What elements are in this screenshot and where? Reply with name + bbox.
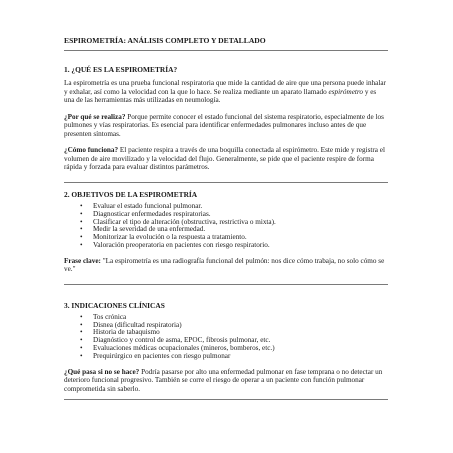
if-not-done-label: ¿Qué pasa si no se hace? (64, 367, 140, 376)
key-phrase-label: Frase clave: (64, 256, 101, 265)
list-item: • Clasificar el tipo de alteración (obstructiva, restrictiva o mixta). (80, 219, 388, 227)
divider (64, 284, 388, 285)
list-item: • Historia de tabaquismo (80, 329, 388, 337)
list-item: • Medir la severidad de una enfermedad. (80, 226, 388, 234)
list-item: • Monitorizar la evolución o la respuesta a tratamiento. (80, 234, 388, 242)
list-item: • Tos crónica (80, 314, 388, 322)
section-heading-objectives: 2. OBJETIVOS DE LA ESPIROMETRÍA (64, 189, 198, 199)
list-item: • Diagnosticar enfermedades respiratorias. (80, 211, 388, 219)
divider (64, 399, 388, 400)
paragraph-definition (64, 79, 388, 105)
document-title: ESPIROMETRÍA: ANÁLISIS COMPLETO Y DETALLADO (64, 36, 266, 45)
list-item: • Prequirúrgico en pacientes con riesgo pulmonar (80, 353, 388, 361)
key-phrase-text: "La espirometría es una radiografía funcional del pulmón: nos dice cómo trabaja, no solo cómo se ve." (64, 256, 385, 274)
list-item: • Valoración preoperatoria en pacientes con riesgo respiratorio. (80, 242, 388, 250)
list-item: • Evaluaciones médicas ocupacionales (mineros, bomberos, etc.) (80, 345, 388, 353)
list-item: • Diagnóstico y control de asma, EPOC, fibrosis pulmonar, etc. (80, 337, 388, 345)
why-label: ¿Por qué se realiza? (64, 112, 126, 121)
divider (64, 50, 388, 51)
paragraph-how (64, 146, 388, 172)
paragraph-key-phrase (64, 257, 388, 274)
paragraph-if-not-done (64, 368, 388, 394)
indications-list (64, 314, 388, 361)
objectives-list (64, 203, 388, 250)
if-not-done-text: Podría pasarse por alto una enfermedad pulmonar en fase temprana o no detectar un deterioro funcional progresivo. También se corre el riesgo de operar a un paciente con función pulmonar comprometida sin saberlo. (64, 367, 383, 393)
definition-emphasis: espirómetro (328, 87, 364, 96)
definition-text-start: La espirometría es una prueba funcional respiratoria que mide la cantidad de aire que una persona puede inhalar y exhalar, así como la velocidad con la que lo hace. Se realiza mediante un aparato llamado (64, 79, 386, 96)
how-label: ¿Cómo funciona? (64, 146, 119, 155)
list-item: • Evaluar el estado funcional pulmonar. (80, 203, 388, 211)
why-text: Porque permite conocer el estado funcional del sistema respiratorio, especialmente de los pulmones y vías respiratorias. Es esencial para identificar enfermedades pulmonares incluso antes de que presenten síntomas. (64, 112, 384, 138)
definition-text-end: y es una de las herramientas más utilizadas en neumología. (64, 87, 377, 105)
list-item: • Disnea (dificultad respiratoria) (80, 322, 388, 330)
how-text: El paciente respira a través de una boquilla conectada al espirómetro. Este mide y registra el volumen de aire movilizado y la velocidad del flujo. Generalmente, se pide que el paciente respire de forma rápida y forzada para evaluar distintos parámetros. (64, 146, 385, 172)
divider (64, 182, 388, 183)
document-page (64, 36, 388, 400)
section-heading-indications: 3. INDICACIONES CLÍNICAS (64, 300, 165, 310)
paragraph-why (64, 113, 388, 139)
section-heading-what-is: 1. ¿QUÉ ES LA ESPIROMETRÍA? (64, 65, 178, 74)
